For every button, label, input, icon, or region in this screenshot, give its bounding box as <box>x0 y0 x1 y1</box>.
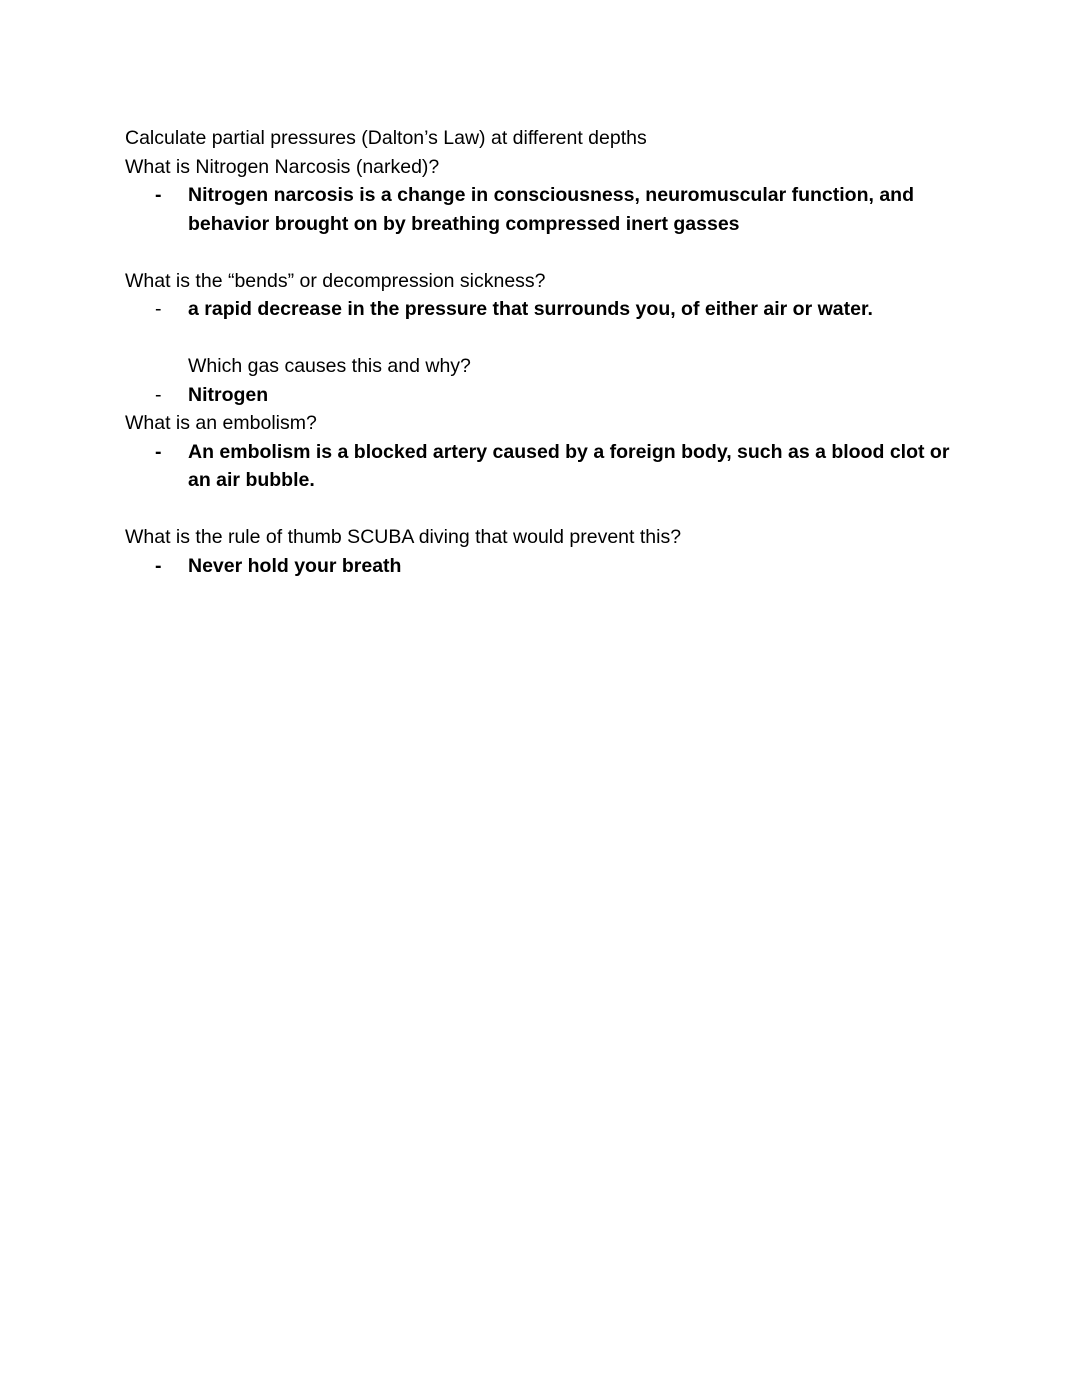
answer-which-gas: Nitrogen <box>188 383 269 406</box>
question-embolism: What is an embolism? <box>125 412 317 434</box>
question-rule-of-thumb: What is the rule of thumb SCUBA diving that would prevent this? <box>125 526 682 548</box>
answer-rule-of-thumb: Never hold your breath <box>188 554 402 577</box>
document-body <box>125 124 965 580</box>
bullet-dash-icon: - <box>155 554 162 577</box>
question-nitrogen-narcosis: What is Nitrogen Narcosis (narked)? <box>125 155 440 178</box>
list-item <box>155 381 965 410</box>
paragraph-spacer <box>125 238 965 267</box>
list-item <box>155 438 965 495</box>
bullet-dash-icon: - <box>155 184 162 206</box>
bullet-dash-icon: - <box>155 383 162 406</box>
answer-embolism: An embolism is a blocked artery caused by a foreign body, such as a blood clot or an air bubble. <box>188 440 950 491</box>
paragraph-spacer <box>125 324 965 353</box>
bullet-dash-icon: - <box>155 440 162 463</box>
bullet-dash-icon: - <box>155 298 162 320</box>
list-item <box>155 295 965 324</box>
list-item <box>155 181 965 238</box>
question-which-gas: Which gas causes this and why? <box>188 355 471 377</box>
paragraph-dalton-law: Calculate partial pressures (Dalton’s Law) at different depths <box>125 127 647 149</box>
answer-nitrogen-narcosis: Nitrogen narcosis is a change in consciousness, neuromuscular function, and behavior brought on by breathing compressed inert gasses <box>188 184 914 235</box>
question-bends: What is the “bends” or decompression sickness? <box>125 269 546 292</box>
paragraph-spacer <box>125 495 965 524</box>
list-item <box>155 552 965 581</box>
answer-bends: a rapid decrease in the pressure that surrounds you, of either air or water. <box>188 298 873 320</box>
